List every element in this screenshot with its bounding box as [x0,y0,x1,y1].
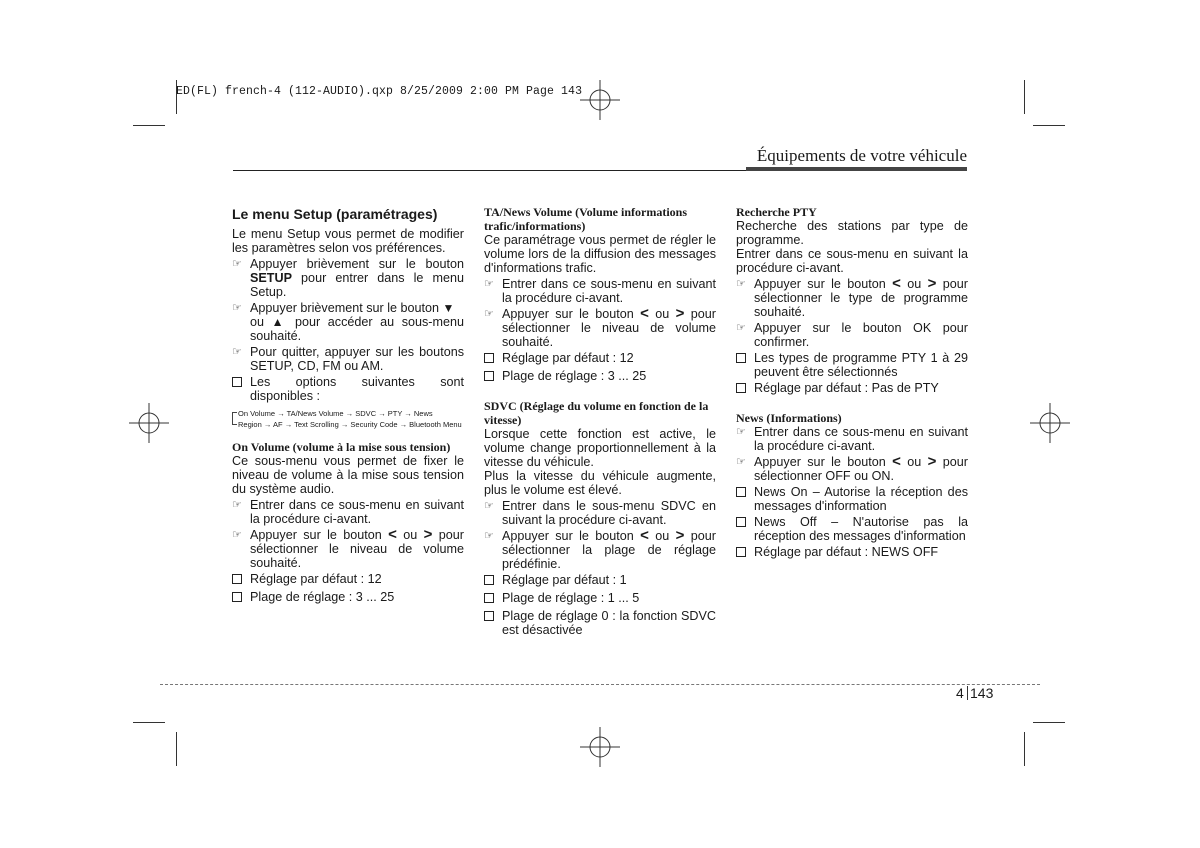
heading-sdvc: SDVC (Réglage du volume en fonction de la vitesse) [484,399,709,427]
paragraph: Ce sous-menu vous permet de fixer le niveau de volume à la mise sous tension du système audio. [232,454,464,496]
list-item: ☞ Appuyer sur le bouton < ou > pour sélectionner la plage de réglage prédéfinie. [484,527,716,571]
hand-pointer-icon: ☞ [484,500,494,512]
list-item: Réglage par défaut : NEWS OFF [736,545,968,561]
checkbox-icon [484,575,494,585]
list-item: Les types de programme PTY 1 à 29 peuvent être sélectionnés [736,351,968,379]
hand-pointer-icon: ☞ [484,278,494,290]
list-item: Plage de réglage 0 : la fonction SDVC est désactivée [484,609,716,637]
left-chevron-icon: < [388,526,397,543]
menu-flow-diagram [232,408,464,430]
menu-flow-line-1: On Volume → TA/News Volume → SDVC → PTY → News [238,409,433,418]
crop-mark [133,125,165,126]
list-item: ☞ Entrer dans le sous-menu SDVC en suivant la procédure ci-avant. [484,499,716,527]
hand-pointer-icon: ☞ [736,322,746,334]
registration-mark-bottom-icon [580,727,620,767]
list-item: ☞ Appuyer sur le bouton < ou > pour sélectionner OFF ou ON. [736,453,968,483]
heading-ta-news-volume: TA/News Volume (Volume informations trafic/informations) [484,205,688,233]
column-2 [484,205,716,639]
menu-flow-line-2: Region → AF → Text Scrolling → Security Code → Bluetooth Menu [238,420,462,429]
paragraph: Entrer dans ce sous-menu en suivant la procédure ci-avant. [736,247,968,275]
left-chevron-icon: < [892,275,901,292]
crop-mark [1024,732,1025,766]
down-arrow-icon: ▼ [442,301,455,315]
list-item: ☞ Entrer dans ce sous-menu en suivant la procédure ci-avant. [232,498,464,526]
right-chevron-icon: > [423,526,433,543]
column-1 [232,207,464,608]
registration-mark-right-icon [1030,403,1070,443]
list-item: ☞ Entrer dans ce sous-menu en suivant la procédure ci-avant. [484,277,716,305]
crop-mark [133,722,165,723]
hand-pointer-icon: ☞ [232,258,242,270]
list-item: Réglage par défaut : Pas de PTY [736,381,968,397]
list-item: Réglage par défaut : 12 [232,572,464,588]
crop-mark [1024,80,1025,114]
hand-pointer-icon: ☞ [736,278,746,290]
crop-mark [1033,125,1065,126]
list-item: Plage de réglage : 3 ... 25 [484,369,716,385]
checkbox-icon [484,611,494,621]
right-chevron-icon: > [675,305,685,322]
list-item: News Off – N'autorise pas la réception des messages d'information [736,515,968,543]
paragraph: Recherche des stations par type de programme. [736,219,968,247]
section-title: Équipements de votre véhicule [756,146,967,165]
list-item: ☞ Appuyer brièvement sur le bouton SETUP pour entrer dans le menu Setup. [232,257,464,299]
hand-pointer-icon: ☞ [232,529,242,541]
checkbox-icon [736,353,746,363]
list-item: ☞ Appuyer brièvement sur le bouton ▼ ou ▲ pour accéder au sous-menu souhaité. [232,301,464,343]
list-item: ☞ Appuyer sur le bouton < ou > pour sélectionner le niveau de volume souhaité. [484,305,716,349]
left-chevron-icon: < [640,527,649,544]
right-chevron-icon: > [927,275,937,292]
list-item: ☞ Appuyer sur le bouton OK pour confirmer. [736,321,968,349]
column-3 [736,205,968,563]
hand-pointer-icon: ☞ [736,456,746,468]
hand-pointer-icon: ☞ [736,426,746,438]
list-item: ☞ Pour quitter, appuyer sur les boutons SETUP, CD, FM ou AM. [232,345,464,373]
print-slug: ED(FL) french-4 (112-AUDIO).qxp 8/25/2009 2:00 PM Page 143 [176,85,583,98]
right-chevron-icon: > [675,527,685,544]
paragraph: Plus la vitesse du véhicule augmente, plus le volume est élevé. [484,469,716,497]
list-item: ☞ Appuyer sur le bouton < ou > pour sélectionner le niveau de volume souhaité. [232,526,464,570]
checkbox-icon [232,574,242,584]
paragraph: Lorsque cette fonction est active, le volume change proportionnellement à la vitesse du véhicule. [484,427,716,469]
heading-on-volume: On Volume (volume à la mise sous tension) [232,440,451,454]
list-item: ☞ Appuyer sur le bouton < ou > pour sélectionner le type de programme souhaité. [736,275,968,319]
list-item: Plage de réglage : 3 ... 25 [232,590,464,606]
heading-news: News (Informations) [736,411,842,425]
list-item: ☞ Entrer dans ce sous-menu en suivant la procédure ci-avant. [736,425,968,453]
list-item: Réglage par défaut : 1 [484,573,716,589]
checkbox-icon [484,353,494,363]
checkbox-icon [484,593,494,603]
page-number: 143 [970,685,994,701]
hand-pointer-icon: ☞ [232,499,242,511]
list-item: Réglage par défaut : 12 [484,351,716,367]
list-item: Plage de réglage : 1 ... 5 [484,591,716,607]
hand-pointer-icon: ☞ [232,346,242,358]
up-arrow-icon: ▲ [271,315,288,329]
list-item: Les options suivantes sont disponibles : [232,375,464,403]
footer-rule [160,684,1040,685]
registration-mark-top-icon [580,80,620,120]
checkbox-icon [232,377,242,387]
checkbox-icon [484,371,494,381]
paragraph: Ce paramétrage vous permet de régler le volume lors de la diffusion des messages d'informations trafic. [484,233,716,275]
checkbox-icon [736,547,746,557]
page-number-divider [967,686,968,700]
heading-setup-menu: Le menu Setup (paramétrages) [232,206,438,222]
hand-pointer-icon: ☞ [484,308,494,320]
list-item: News On – Autorise la réception des messages d'information [736,485,968,513]
checkbox-icon [736,383,746,393]
heading-pty-search: Recherche PTY [736,205,817,219]
registration-mark-left-icon [129,403,169,443]
checkbox-icon [736,487,746,497]
crop-mark [176,732,177,766]
right-chevron-icon: > [927,453,937,470]
crop-mark [1033,722,1065,723]
paragraph: Le menu Setup vous permet de modifier les paramètres selon vos préférences. [232,227,464,255]
left-chevron-icon: < [640,305,649,322]
header-rule-accent [746,167,967,171]
chapter-number: 4 [956,685,964,701]
hand-pointer-icon: ☞ [484,530,494,542]
left-chevron-icon: < [892,453,901,470]
checkbox-icon [232,592,242,602]
checkbox-icon [736,517,746,527]
hand-pointer-icon: ☞ [232,302,242,314]
